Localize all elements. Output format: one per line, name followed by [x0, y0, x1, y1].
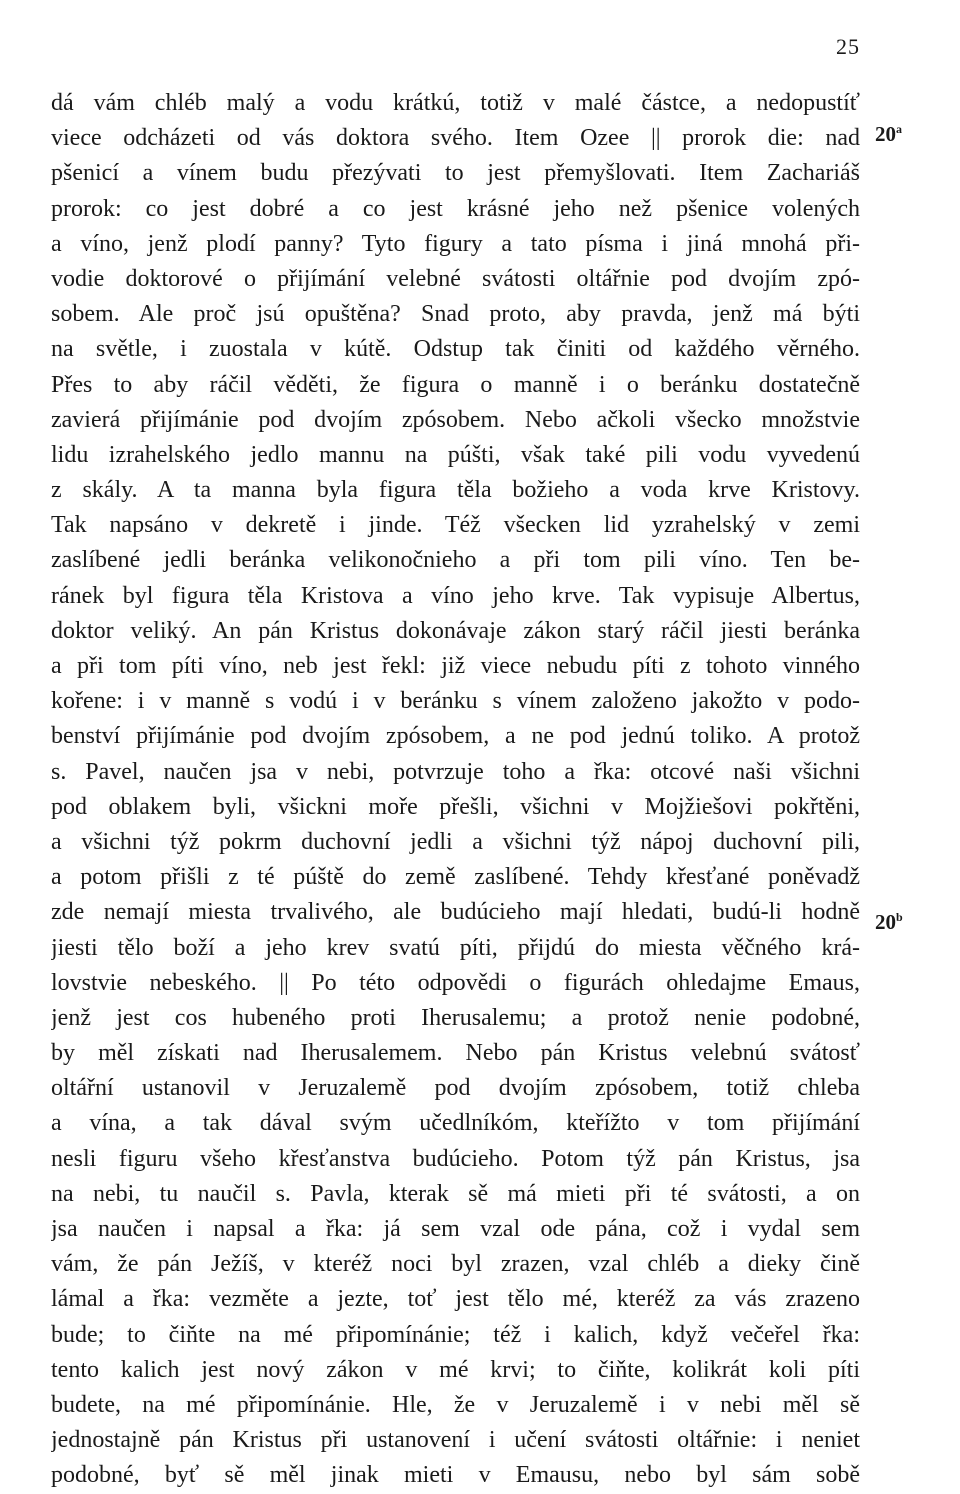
- text-line: tento kalich jest nový zákon v mé krvi; to čiňte, kolikrát koli píti: [51, 1356, 860, 1383]
- margin-note-20b: [875, 910, 903, 935]
- text-line: zavierá přijímánie pod dvojím zpósobem. Nebo ačkoli všecko množstvie: [51, 406, 860, 433]
- text-line: a potom přišli z té púště do země zaslíbené. Tehdy křesťané poněvadž: [51, 864, 860, 891]
- text-line: a víno, jenž plodí panny? Tyto figury a tato písma i jiná mnohá při-: [51, 230, 860, 257]
- text-line: zaslíbené jedli beránka velikonočnieho a při tom pili víno. Ten be-: [51, 547, 860, 574]
- text-line: vám, že pán Ježíš, v kteréž noci byl zrazen, vzal chléb a dieky čině: [51, 1251, 860, 1278]
- text-line: oltářní ustanovil v Jeruzalemě pod dvojím zpósobem, totiž chleba: [51, 1075, 860, 1102]
- text-line: s. Pavel, naučen jsa v nebi, potvrzuje toho a řka: otcové naši všichni: [51, 758, 860, 785]
- text-line: prorok: co jest dobré a co jest krásné jeho než pšenice volených: [51, 195, 860, 222]
- text-line: benství přijímánie pod dvojím zpósobem, a ne pod jednú toliko. A protož: [51, 723, 860, 750]
- text-line: viece odcházeti od vás doktora svého. Item Ozee || prorok die: nad: [51, 125, 860, 152]
- text-line: jiesti tělo boží a jeho krev svatú píti, přijdú do miesta věčného krá-: [51, 934, 860, 961]
- text-line: doktor veliký. An pán Kristus dokonávaje zákon starý ráčil jiesti beránka: [51, 617, 860, 644]
- text-line: pod oblakem byli, všickni moře přešli, všichni v Mojžiešovi pokřtěni,: [51, 793, 860, 820]
- text-line: jenž jest cos hubeného proti Iherusalemu; a protož nenie podobné,: [51, 1004, 860, 1031]
- text-line: lidu izrahelského jedlo mannu na púšti, však také pili vodu vyvedenú: [51, 441, 860, 468]
- text-line: na světle, i zuostala v kútě. Odstup tak činiti od každého věrného.: [51, 336, 860, 363]
- margin-note-suffix: a: [896, 122, 902, 136]
- text-line: by měl získati nad Iherusalemem. Nebo pán Kristus velebnú svátosť: [51, 1040, 860, 1067]
- text-line: Přes to aby ráčil věděti, že figura o manně i o beránku dostatečně: [51, 371, 860, 398]
- text-line: a vína, a tak dával svým učedlníkóm, kteřížto v tom přijímání: [51, 1110, 860, 1137]
- text-line: kořene: i v manně s vodú i v beránku s vínem založeno jakožto v podo-: [51, 688, 860, 715]
- text-line: bude; to čiňte na mé připomínánie; též i kalich, když večeřel řka:: [51, 1321, 860, 1348]
- text-line: vodie doktorové o přijímání velebné svátosti oltářnie pod dvojím zpó-: [51, 265, 860, 292]
- text-line: jsa naučen i napsal a řka: já sem vzal ode pána, což i vydal sem: [51, 1216, 860, 1242]
- page-number: 25: [836, 34, 860, 59]
- text-line: budete, na mé připomínánie. Hle, že v Jeruzalemě i v nebi měl sě: [51, 1391, 860, 1418]
- margin-note-suffix: b: [896, 910, 903, 924]
- margin-note-number: 20: [875, 122, 896, 146]
- body-text: [51, 86, 860, 1494]
- text-line: na nebi, tu naučil s. Pavla, kterak sě má mieti při té svátosti, a on: [51, 1180, 860, 1207]
- text-line: pšenicí a vínem budu přezývati to jest přemyšlovati. Item Zachariáš: [51, 160, 860, 187]
- text-line: dá vám chléb malý a vodu krátkú, totiž v malé částce, a nedopustíť: [51, 90, 860, 116]
- margin-note-number: 20: [875, 910, 896, 934]
- text-line: zde nemají miesta trvalivého, ale budúcieho mají hledati, budú-li hodně: [51, 899, 860, 926]
- text-line: podobné, byť sě měl jinak mieti v Emausu, nebo byl sám sobě: [51, 1462, 860, 1489]
- text-line: lámal a řka: vezměte a jezte, toť jest tělo mé, kteréž za vás zrazeno: [51, 1286, 860, 1313]
- text-line: z skály. A ta manna byla figura těla božieho a voda krve Kristovy.: [51, 477, 860, 504]
- text-line: ránek byl figura těla Kristova a víno jeho krve. Tak vypisuje Albertus,: [51, 582, 860, 609]
- text-line: jednostajně pán Kristus při ustanovení i učení svátosti oltářnie: i neniet: [51, 1427, 860, 1454]
- text-line: nesli figuru všeho křesťanstva budúcieho. Potom týž pán Kristus, jsa: [51, 1145, 860, 1172]
- text-line: a při tom píti víno, neb jest řekl: již viece nebudu píti z tohoto vinného: [51, 653, 860, 679]
- text-line: a všichni týž pokrm duchovní jedli a všichni týž nápoj duchovní pili,: [51, 828, 860, 855]
- text-line: sobem. Ale proč jsú opuštěna? Snad proto, aby pravda, jenž má býti: [51, 301, 860, 328]
- text-line: Tak napsáno v dekretě i jinde. Též všecken lid yzrahelský v zemi: [51, 512, 860, 539]
- text-line: lovstvie nebeského. || Po této odpovědi o figurách ohledajme Emaus,: [51, 969, 860, 996]
- margin-note-20a: [875, 122, 902, 147]
